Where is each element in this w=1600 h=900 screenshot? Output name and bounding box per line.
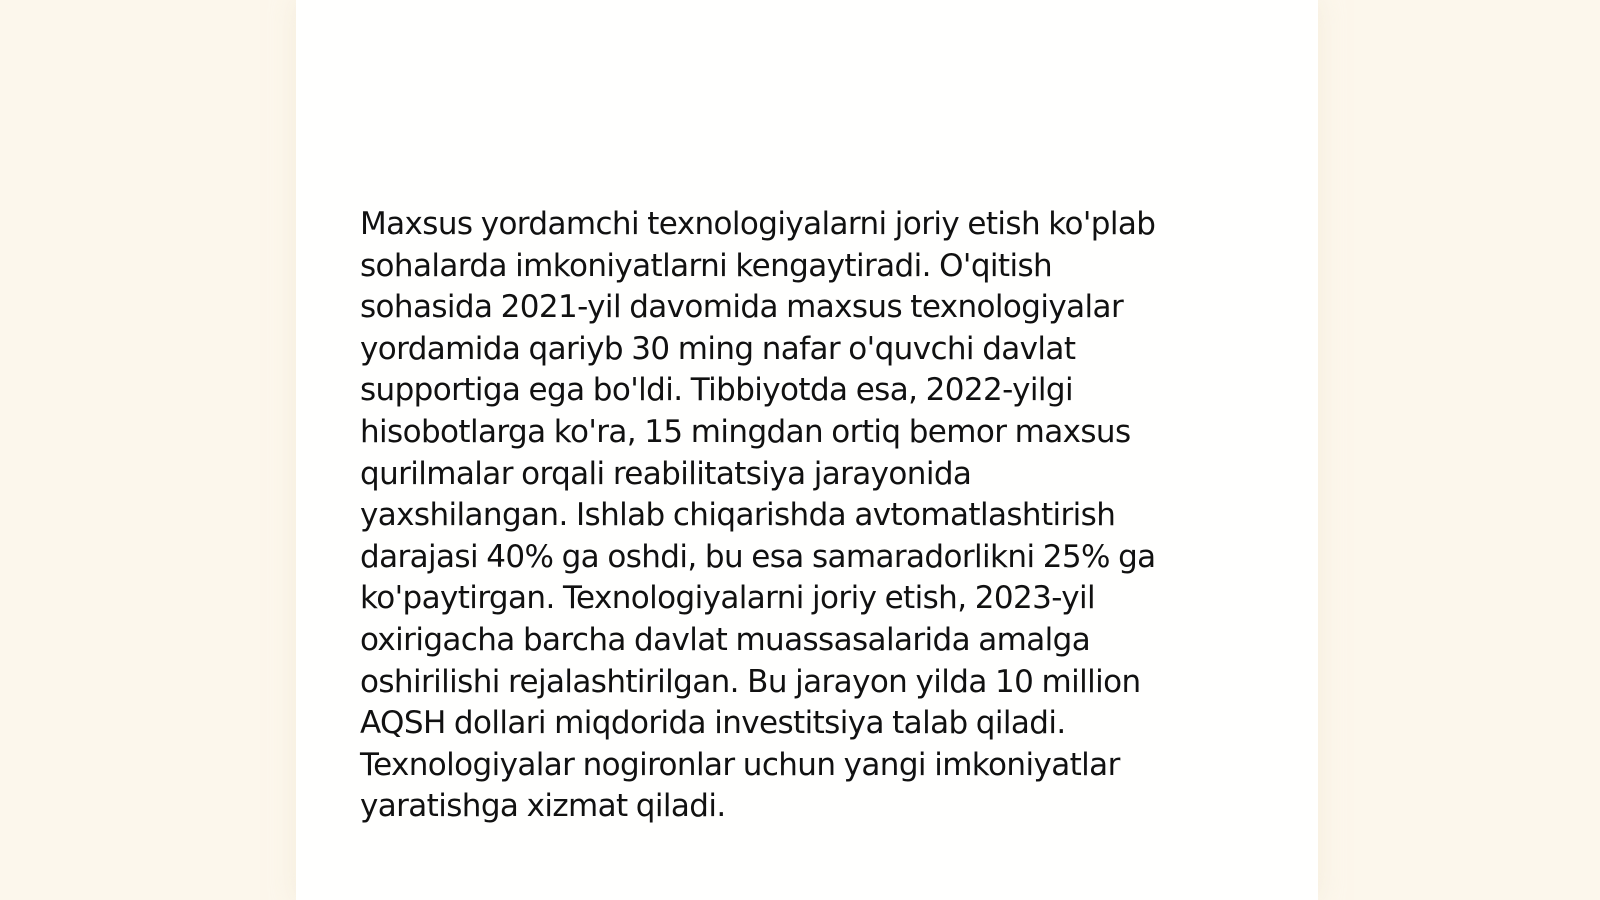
paragraph-line-15: yaratishga xizmat qiladi.: [360, 788, 726, 825]
paragraph-line-13: AQSH dollari miqdorida investitsiya talab qiladi.: [360, 705, 1066, 742]
paragraph-line-5: supportiga ega bo'ldi. Tibbiyotda esa, 2022-yilgi: [360, 372, 1074, 409]
paragraph-line-3: sohasida 2021-yil davomida maxsus texnologiyalar: [360, 289, 1124, 326]
paragraph-line-6: hisobotlarga ko'ra, 15 mingdan ortiq bemor maxsus: [360, 413, 1131, 450]
paragraph-line-1: Maxsus yordamchi texnologiyalarni joriy etish ko'plab: [360, 206, 1156, 242]
document-page: [296, 0, 1318, 900]
paragraph-line-14: Texnologiyalar nogironlar uchun yangi imkoniyatlar: [360, 746, 1120, 783]
paragraph-line-10: ko'paytirgan. Texnologiyalarni joriy etish, 2023-yil: [360, 580, 1096, 617]
paragraph-line-9: darajasi 40% ga oshdi, bu esa samaradorlikni 25% ga: [360, 538, 1156, 575]
paragraph-line-2: sohalarda imkoniyatlarni kengaytiradi. O'qitish: [360, 247, 1053, 284]
paragraph-line-7: qurilmalar orqali reabilitatsiya jarayonida: [360, 455, 972, 492]
body-paragraph: [360, 204, 1250, 828]
paragraph-line-8: yaxshilangan. Ishlab chiqarishda avtomatlashtirish: [360, 497, 1116, 534]
paragraph-line-12: oshirilishi rejalashtirilgan. Bu jarayon yilda 10 million: [360, 663, 1141, 700]
paragraph-line-4: yordamida qariyb 30 ming nafar o'quvchi davlat: [360, 330, 1076, 367]
paragraph-line-11: oxirigacha barcha davlat muassasalarida amalga: [360, 621, 1091, 658]
